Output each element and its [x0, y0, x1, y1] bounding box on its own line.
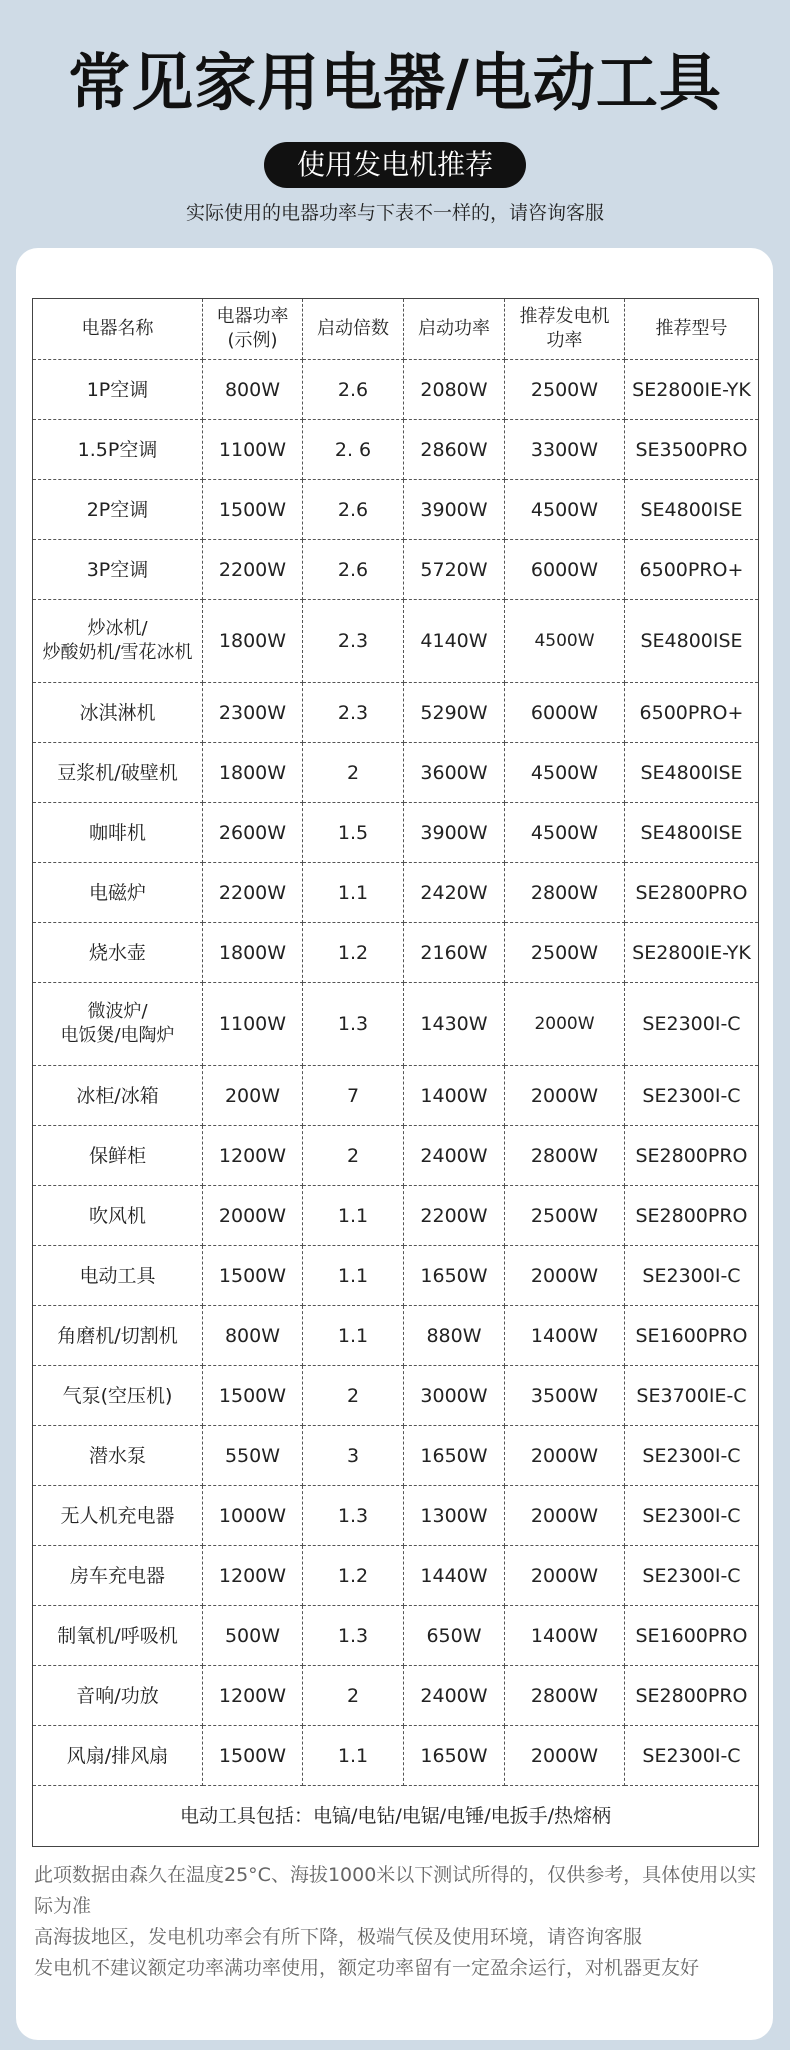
cell-multiple: 2.6: [303, 480, 404, 540]
cell-power: 1500W: [203, 1246, 303, 1306]
cell-generator-power: 1400W: [505, 1306, 625, 1366]
table-header-row: [33, 299, 759, 360]
cell-power: 2000W: [203, 1186, 303, 1246]
cell-generator-power: 1400W: [505, 1606, 625, 1666]
cell-generator-power: 4500W: [505, 600, 625, 683]
cell-generator-power: 2000W: [505, 1486, 625, 1546]
table-row: [33, 1066, 759, 1126]
table-row: [33, 923, 759, 983]
cell-start-power: 5720W: [404, 540, 505, 600]
cell-model: SE2300I-C: [625, 1726, 759, 1786]
cell-generator-power: 4500W: [505, 803, 625, 863]
cell-generator-power: 2800W: [505, 1666, 625, 1726]
cell-start-power: 2080W: [404, 360, 505, 420]
table-row: [33, 360, 759, 420]
cell-generator-power: 2500W: [505, 1186, 625, 1246]
cell-model: SE2800PRO: [625, 1126, 759, 1186]
cell-multiple: 2.6: [303, 360, 404, 420]
appliance-table: [32, 298, 759, 1847]
cell-multiple: 2.3: [303, 600, 404, 683]
header-multiple: 启动倍数: [303, 299, 404, 360]
cell-power: 1500W: [203, 1366, 303, 1426]
cell-model: SE4800ISE: [625, 803, 759, 863]
cell-power: 2200W: [203, 540, 303, 600]
cell-multiple: 1.1: [303, 1246, 404, 1306]
cell-generator-power: 2800W: [505, 1126, 625, 1186]
cell-start-power: 2400W: [404, 1126, 505, 1186]
cell-start-power: 2420W: [404, 863, 505, 923]
header-start-power: 启动功率: [404, 299, 505, 360]
cell-model: 6500PRO+: [625, 540, 759, 600]
cell-multiple: 2.6: [303, 540, 404, 600]
cell-appliance-name: 冰柜/冰箱: [33, 1066, 203, 1126]
cell-appliance-name: 吹风机: [33, 1186, 203, 1246]
cell-multiple: 1.1: [303, 1186, 404, 1246]
cell-model: SE2300I-C: [625, 1426, 759, 1486]
cell-appliance-name: 1P空调: [33, 360, 203, 420]
cell-power: 550W: [203, 1426, 303, 1486]
cell-model: SE2800PRO: [625, 863, 759, 923]
cell-appliance-name: 微波炉/ 电饭煲/电陶炉: [33, 983, 203, 1066]
cell-power: 1100W: [203, 420, 303, 480]
cell-appliance-name: 2P空调: [33, 480, 203, 540]
cell-start-power: 2400W: [404, 1666, 505, 1726]
page-title: 常见家用电器/电动工具: [68, 46, 722, 119]
cell-multiple: 2: [303, 1366, 404, 1426]
cell-start-power: 1440W: [404, 1546, 505, 1606]
cell-start-power: 5290W: [404, 683, 505, 743]
table-row: [33, 983, 759, 1066]
tools-note: 电动工具包括：电镐/电钻/电锯/电锤/电扳手/热熔柄: [33, 1786, 759, 1847]
table-row: [33, 540, 759, 600]
cell-multiple: 1.3: [303, 983, 404, 1066]
cell-generator-power: 2500W: [505, 360, 625, 420]
cell-power: 1500W: [203, 480, 303, 540]
cell-power: 1000W: [203, 1486, 303, 1546]
cell-appliance-name: 无人机充电器: [33, 1486, 203, 1546]
cell-start-power: 650W: [404, 1606, 505, 1666]
table-row: [33, 1426, 759, 1486]
cell-power: 1800W: [203, 600, 303, 683]
cell-power: 2300W: [203, 683, 303, 743]
cell-power: 500W: [203, 1606, 303, 1666]
cell-model: SE2800PRO: [625, 1666, 759, 1726]
cell-start-power: 2860W: [404, 420, 505, 480]
cell-power: 800W: [203, 1306, 303, 1366]
cell-generator-power: 3500W: [505, 1366, 625, 1426]
table-row: [33, 1546, 759, 1606]
cell-multiple: 2: [303, 743, 404, 803]
table-row: [33, 1246, 759, 1306]
cell-multiple: 1.5: [303, 803, 404, 863]
table-row: [33, 1666, 759, 1726]
cell-generator-power: 4500W: [505, 480, 625, 540]
cell-power: 2600W: [203, 803, 303, 863]
note-line: 此项数据由森久在温度25°C、海拔1000米以下测试所得的，仅供参考，具体使用以实际为准: [34, 1864, 757, 1917]
cell-appliance-name: 潜水泵: [33, 1426, 203, 1486]
cell-start-power: 4140W: [404, 600, 505, 683]
cell-multiple: 1.3: [303, 1606, 404, 1666]
table-row: [33, 1606, 759, 1666]
cell-model: SE2300I-C: [625, 1546, 759, 1606]
cell-model: SE3500PRO: [625, 420, 759, 480]
cell-appliance-name: 1.5P空调: [33, 420, 203, 480]
cell-appliance-name: 电动工具: [33, 1246, 203, 1306]
table-row: [33, 1126, 759, 1186]
table-row: [33, 743, 759, 803]
cell-appliance-name: 保鲜柜: [33, 1126, 203, 1186]
table-row: [33, 1306, 759, 1366]
cell-generator-power: 3300W: [505, 420, 625, 480]
note-line: 发电机不建议额定功率满功率使用，额定功率留有一定盈余运行，对机器更友好: [34, 1957, 700, 1979]
table-row: [33, 863, 759, 923]
cell-appliance-name: 3P空调: [33, 540, 203, 600]
cell-model: SE4800ISE: [625, 743, 759, 803]
cell-multiple: 2: [303, 1666, 404, 1726]
cell-generator-power: 2000W: [505, 1426, 625, 1486]
table-row: [33, 1486, 759, 1546]
cell-multiple: 1.3: [303, 1486, 404, 1546]
cell-model: SE1600PRO: [625, 1306, 759, 1366]
cell-power: 1500W: [203, 1726, 303, 1786]
note-line: 高海拔地区，发电机功率会有所下降，极端气侯及使用环境，请咨询客服: [34, 1926, 643, 1948]
disclaimer-notes: [34, 1860, 758, 1984]
cell-power: 800W: [203, 360, 303, 420]
cell-model: SE1600PRO: [625, 1606, 759, 1666]
header-power: 电器功率 (示例): [203, 299, 303, 360]
cell-appliance-name: 豆浆机/破壁机: [33, 743, 203, 803]
cell-start-power: 2200W: [404, 1186, 505, 1246]
cell-multiple: 3: [303, 1426, 404, 1486]
cell-start-power: 2160W: [404, 923, 505, 983]
cell-multiple: 1.1: [303, 1726, 404, 1786]
cell-multiple: 1.2: [303, 923, 404, 983]
cell-power: 1100W: [203, 983, 303, 1066]
cell-multiple: 1.2: [303, 1546, 404, 1606]
cell-appliance-name: 房车充电器: [33, 1546, 203, 1606]
cell-generator-power: 2000W: [505, 1066, 625, 1126]
cell-multiple: 7: [303, 1066, 404, 1126]
header-name: 电器名称: [33, 299, 203, 360]
cell-multiple: 2. 6: [303, 420, 404, 480]
cell-start-power: 1300W: [404, 1486, 505, 1546]
cell-multiple: 2: [303, 1126, 404, 1186]
tools-note-row: [33, 1786, 759, 1847]
cell-generator-power: 2000W: [505, 1546, 625, 1606]
subtitle: 实际使用的电器功率与下表不一样的，请咨询客服: [185, 202, 604, 224]
recommend-badge: 使用发电机推荐: [264, 142, 526, 188]
cell-start-power: 3900W: [404, 480, 505, 540]
cell-power: 2200W: [203, 863, 303, 923]
cell-appliance-name: 风扇/排风扇: [33, 1726, 203, 1786]
cell-generator-power: 2800W: [505, 863, 625, 923]
cell-start-power: 1400W: [404, 1066, 505, 1126]
cell-generator-power: 2000W: [505, 1246, 625, 1306]
cell-power: 1200W: [203, 1666, 303, 1726]
cell-appliance-name: 烧水壶: [33, 923, 203, 983]
cell-appliance-name: 电磁炉: [33, 863, 203, 923]
cell-model: SE2300I-C: [625, 1486, 759, 1546]
cell-model: SE2800PRO: [625, 1186, 759, 1246]
cell-power: 1200W: [203, 1126, 303, 1186]
cell-model: SE2300I-C: [625, 983, 759, 1066]
cell-appliance-name: 咖啡机: [33, 803, 203, 863]
cell-power: 1800W: [203, 923, 303, 983]
table-row: [33, 420, 759, 480]
cell-generator-power: 2000W: [505, 1726, 625, 1786]
cell-start-power: 3600W: [404, 743, 505, 803]
cell-power: 200W: [203, 1066, 303, 1126]
header-model: 推荐型号: [625, 299, 759, 360]
cell-model: SE2300I-C: [625, 1246, 759, 1306]
table-row: [33, 480, 759, 540]
cell-model: SE2800IE-YK: [625, 360, 759, 420]
cell-appliance-name: 制氧机/呼吸机: [33, 1606, 203, 1666]
header-generator-power: 推荐发电机 功率: [505, 299, 625, 360]
cell-generator-power: 2000W: [505, 983, 625, 1066]
cell-multiple: 2.3: [303, 683, 404, 743]
cell-start-power: 1650W: [404, 1726, 505, 1786]
cell-generator-power: 2500W: [505, 923, 625, 983]
cell-start-power: 3900W: [404, 803, 505, 863]
table-row: [33, 1366, 759, 1426]
cell-start-power: 3000W: [404, 1366, 505, 1426]
cell-appliance-name: 角磨机/切割机: [33, 1306, 203, 1366]
cell-model: SE2300I-C: [625, 1066, 759, 1126]
cell-start-power: 1650W: [404, 1426, 505, 1486]
table-row: [33, 600, 759, 683]
cell-model: SE4800ISE: [625, 600, 759, 683]
cell-appliance-name: 冰淇淋机: [33, 683, 203, 743]
cell-power: 1200W: [203, 1546, 303, 1606]
cell-power: 1800W: [203, 743, 303, 803]
table-row: [33, 683, 759, 743]
cell-model: SE2800IE-YK: [625, 923, 759, 983]
cell-start-power: 1650W: [404, 1246, 505, 1306]
cell-appliance-name: 炒冰机/ 炒酸奶机/雪花冰机: [33, 600, 203, 683]
cell-multiple: 1.1: [303, 863, 404, 923]
cell-start-power: 880W: [404, 1306, 505, 1366]
cell-model: SE4800ISE: [625, 480, 759, 540]
table-row: [33, 803, 759, 863]
cell-model: SE3700IE-C: [625, 1366, 759, 1426]
cell-multiple: 1.1: [303, 1306, 404, 1366]
table-row: [33, 1186, 759, 1246]
cell-generator-power: 6000W: [505, 540, 625, 600]
cell-appliance-name: 音响/功放: [33, 1666, 203, 1726]
cell-generator-power: 6000W: [505, 683, 625, 743]
cell-appliance-name: 气泵(空压机): [33, 1366, 203, 1426]
cell-generator-power: 4500W: [505, 743, 625, 803]
table-row: [33, 1726, 759, 1786]
cell-model: 6500PRO+: [625, 683, 759, 743]
cell-start-power: 1430W: [404, 983, 505, 1066]
